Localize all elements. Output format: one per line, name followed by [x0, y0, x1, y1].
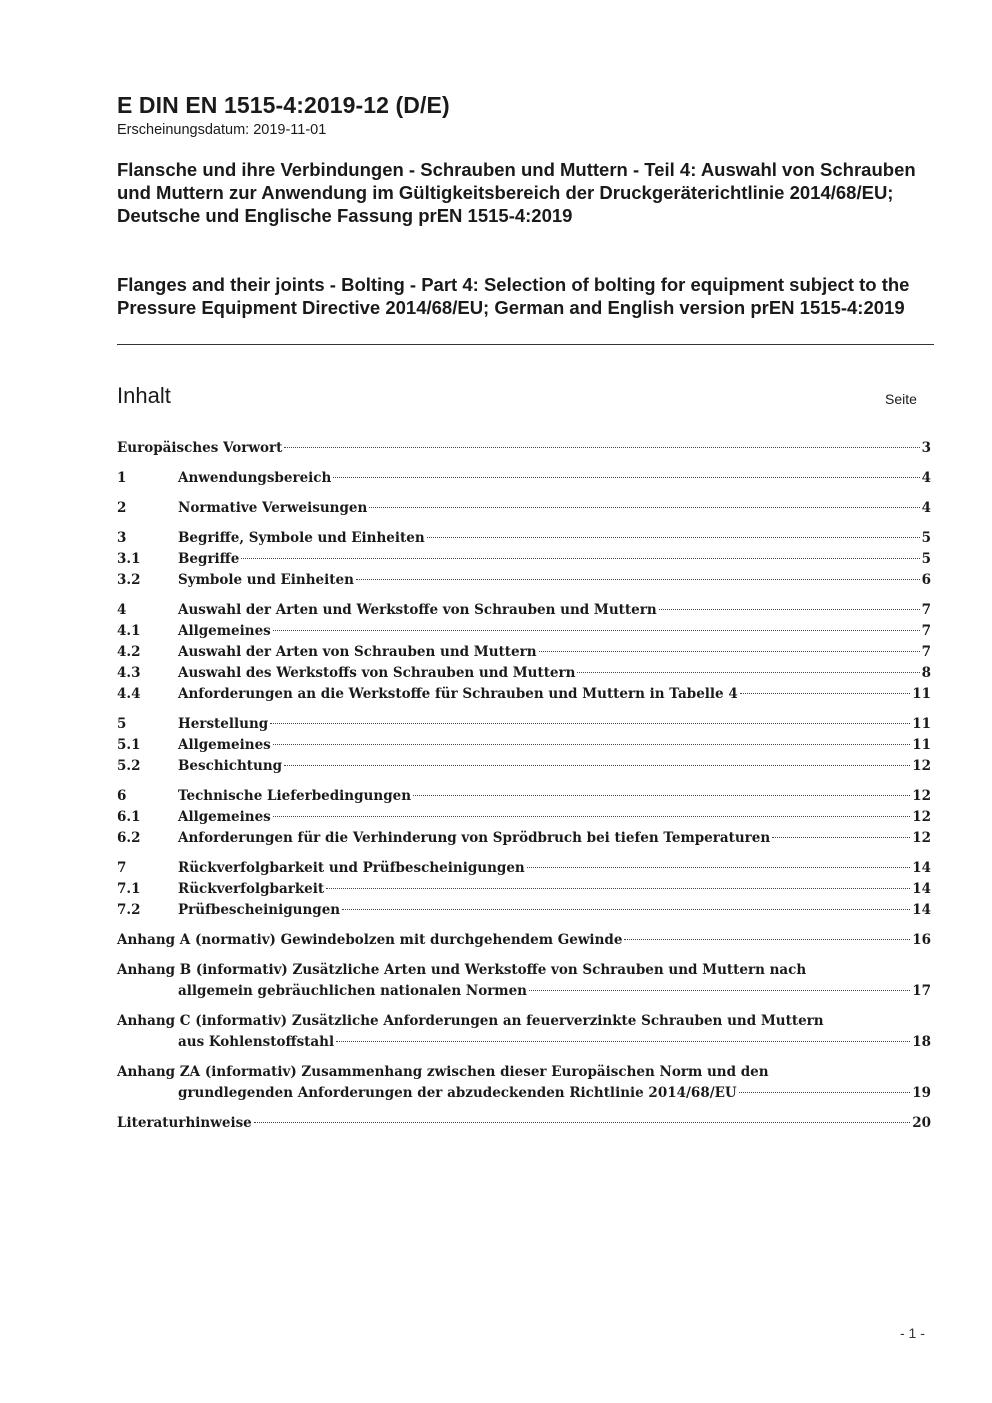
- toc-entry-page: 4: [921, 470, 931, 486]
- toc-leader-dots: [659, 609, 920, 610]
- toc-entry[interactable]: [117, 549, 931, 570]
- toc-entry[interactable]: [117, 528, 931, 549]
- toc-entry[interactable]: [117, 900, 931, 921]
- toc-leader-dots: [333, 477, 919, 478]
- toc-leader-dots: [342, 909, 910, 910]
- toc-annex-label: Anhang C (informativ) Zusätzliche Anforderungen an feuerverzinkte Schrauben und Muttern: [117, 1013, 824, 1029]
- toc-annex-label: Anhang B (informativ) Zusätzliche Arten und Werkstoffe von Schrauben und Muttern nach: [117, 962, 807, 978]
- toc-entry[interactable]: [117, 468, 931, 489]
- toc-annex-b[interactable]: [117, 960, 931, 1002]
- toc-entry-page: 12: [912, 809, 931, 825]
- toc-entry-page: 3: [921, 440, 931, 456]
- toc-leader-dots: [284, 447, 919, 448]
- toc-entry-number: 4: [117, 602, 127, 618]
- toc-entry-number: 4.3: [117, 665, 141, 681]
- document-id: E DIN EN 1515-4:2019-12 (D/E): [117, 92, 450, 118]
- toc-entry-label: Symbole und Einheiten: [178, 572, 354, 588]
- toc-entry-label: Rückverfolgbarkeit: [178, 881, 325, 897]
- toc-annex-label-cont: allgemein gebräuchlichen nationalen Normen: [178, 983, 527, 999]
- toc-leader-dots: [740, 693, 910, 694]
- toc-entry-foreword[interactable]: [117, 438, 931, 459]
- toc-entry[interactable]: [117, 642, 931, 663]
- toc-leader-dots: [739, 1092, 910, 1093]
- toc-leader-dots: [336, 1041, 910, 1042]
- toc-leader-dots: [273, 630, 920, 631]
- toc-entry-label: Rückverfolgbarkeit und Prüfbescheinigungen: [178, 860, 525, 876]
- toc-entry-label: Beschichtung: [178, 758, 283, 774]
- toc-leader-dots: [413, 795, 910, 796]
- toc-entry-number: 2: [117, 500, 127, 516]
- toc-leader-dots: [273, 744, 910, 745]
- toc-leader-dots: [241, 558, 919, 559]
- toc-entry-page: 14: [912, 860, 931, 876]
- toc-entry-page: 7: [921, 602, 931, 618]
- toc-entry-label: Auswahl des Werkstoffs von Schrauben und Muttern: [178, 665, 576, 681]
- toc-entry-label: Technische Lieferbedingungen: [178, 788, 412, 804]
- toc-entry[interactable]: [117, 735, 931, 756]
- toc-leader-dots: [284, 765, 910, 766]
- toc-entry-page: 5: [921, 551, 931, 567]
- table-of-contents: [117, 438, 931, 1134]
- toc-leader-dots: [529, 990, 910, 991]
- toc-entry-number: 1: [117, 470, 127, 486]
- toc-entry-label: Begriffe: [178, 551, 240, 567]
- toc-entry-page: 11: [912, 716, 931, 732]
- toc-entry-number: 6.1: [117, 809, 141, 825]
- toc-entry-number: 3.2: [117, 572, 141, 588]
- toc-entry-page: 11: [912, 686, 931, 702]
- toc-entry-number: 5.1: [117, 737, 141, 753]
- toc-annex-za[interactable]: [117, 1062, 931, 1104]
- toc-entry[interactable]: [117, 621, 931, 642]
- contents-heading: Inhalt: [117, 383, 171, 408]
- toc-entry-label: Anforderungen für die Verhinderung von Sprödbruch bei tiefen Temperaturen: [178, 830, 771, 846]
- toc-entry-page: 11: [912, 737, 931, 753]
- toc-entry-page: 7: [921, 623, 931, 639]
- toc-leader-dots: [539, 651, 920, 652]
- toc-annex-page: 16: [912, 932, 931, 948]
- toc-entry-number: 5.2: [117, 758, 141, 774]
- toc-entry-page: 7: [921, 644, 931, 660]
- toc-leader-dots: [577, 672, 919, 673]
- toc-leader-dots: [273, 816, 910, 817]
- toc-entry-label: Normative Verweisungen: [178, 500, 368, 516]
- toc-entry-number: 6.2: [117, 830, 141, 846]
- toc-entry-label: Begriffe, Symbole und Einheiten: [178, 530, 425, 546]
- toc-entry[interactable]: [117, 684, 931, 705]
- toc-entry-label: Europäisches Vorwort: [117, 440, 283, 456]
- toc-entry-number: 3: [117, 530, 127, 546]
- toc-annex-label: Anhang ZA (informativ) Zusammenhang zwischen dieser Europäischen Norm und den: [117, 1064, 769, 1080]
- toc-entry[interactable]: [117, 714, 931, 735]
- toc-entry-number: 7.2: [117, 902, 141, 918]
- toc-annex-c[interactable]: [117, 1011, 931, 1053]
- toc-leader-dots: [270, 723, 910, 724]
- toc-entry-label: Auswahl der Arten und Werkstoffe von Schrauben und Muttern: [178, 602, 657, 618]
- title-english: Flanges and their joints - Bolting - Part 4: Selection of bolting for equipment subject to the Pressure Equipment Directive 2014/68/EU; German and English version prEN 1515-4:2019: [117, 274, 910, 318]
- toc-entry[interactable]: [117, 756, 931, 777]
- toc-entry-label: Auswahl der Arten von Schrauben und Muttern: [178, 644, 537, 660]
- toc-entry-number: 6: [117, 788, 127, 804]
- toc-entry-number: 4.2: [117, 644, 141, 660]
- toc-entry[interactable]: [117, 600, 931, 621]
- page-number: - 1 -: [900, 1325, 925, 1341]
- toc-entry[interactable]: [117, 570, 931, 591]
- toc-entry-label: Allgemeines: [178, 737, 271, 753]
- toc-annex-page: 17: [912, 983, 931, 999]
- toc-entry-label: Allgemeines: [178, 623, 271, 639]
- publication-date: Erscheinungsdatum: 2019-11-01: [117, 122, 327, 138]
- toc-bibliography-page: 20: [912, 1115, 931, 1131]
- toc-entry-page: 5: [921, 530, 931, 546]
- toc-bibliography[interactable]: [117, 1113, 931, 1134]
- page-column-label: Seite: [885, 391, 917, 407]
- toc-entry[interactable]: [117, 807, 931, 828]
- toc-leader-dots: [527, 867, 910, 868]
- toc-entry-label: Prüfbescheinigungen: [178, 902, 341, 918]
- toc-entry-number: 4.1: [117, 623, 141, 639]
- toc-entry-page: 12: [912, 758, 931, 774]
- toc-entry-label: Herstellung: [178, 716, 269, 732]
- toc-annex-label: Anhang A (normativ) Gewindebolzen mit durchgehendem Gewinde: [117, 932, 623, 948]
- toc-entry-number: 7: [117, 860, 127, 876]
- toc-entry-number: 3.1: [117, 551, 141, 567]
- toc-leader-dots: [624, 939, 910, 940]
- toc-entry-page: 14: [912, 902, 931, 918]
- toc-entry-number: 4.4: [117, 686, 141, 702]
- toc-entry[interactable]: [117, 663, 931, 684]
- toc-leader-dots: [254, 1122, 910, 1123]
- toc-entry[interactable]: [117, 498, 931, 519]
- toc-entry-label: Anforderungen an die Werkstoffe für Schrauben und Muttern in Tabelle 4: [178, 686, 738, 702]
- toc-entry-page: 12: [912, 830, 931, 846]
- toc-entry-number: 7.1: [117, 881, 141, 897]
- toc-entry-page: 6: [921, 572, 931, 588]
- title-german: Flansche und ihre Verbindungen - Schrauben und Muttern - Teil 4: Auswahl von Schrauben und Muttern zur Anwendung im Gültigkeitsbereich der Druckgeräterichtlinie 2014/68/EU; Deutsche und Englische Fassung prEN 1515-4:2019: [117, 159, 916, 226]
- toc-leader-dots: [356, 579, 920, 580]
- toc-entry-page: 12: [912, 788, 931, 804]
- toc-entry[interactable]: [117, 879, 931, 900]
- toc-leader-dots: [772, 837, 910, 838]
- toc-entry[interactable]: [117, 858, 931, 879]
- toc-leader-dots: [427, 537, 920, 538]
- toc-entry-page: 4: [921, 500, 931, 516]
- toc-annex-label-cont: aus Kohlenstoffstahl: [178, 1034, 335, 1050]
- toc-entry-label: Allgemeines: [178, 809, 271, 825]
- toc-entry-page: 8: [921, 665, 931, 681]
- toc-entry-number: 5: [117, 716, 127, 732]
- toc-entry-label: Anwendungsbereich: [178, 470, 332, 486]
- toc-entry-page: 14: [912, 881, 931, 897]
- header-divider: [117, 344, 934, 345]
- toc-entry[interactable]: [117, 828, 931, 849]
- toc-leader-dots: [369, 507, 919, 508]
- toc-entry[interactable]: [117, 786, 931, 807]
- toc-bibliography-label: Literaturhinweise: [117, 1115, 252, 1131]
- toc-annex-label-cont: grundlegenden Anforderungen der abzudeckenden Richtlinie 2014/68/EU: [178, 1085, 737, 1101]
- toc-annex-a[interactable]: [117, 930, 931, 951]
- toc-annex-page: 19: [912, 1085, 931, 1101]
- toc-leader-dots: [326, 888, 910, 889]
- toc-annex-page: 18: [912, 1034, 931, 1050]
